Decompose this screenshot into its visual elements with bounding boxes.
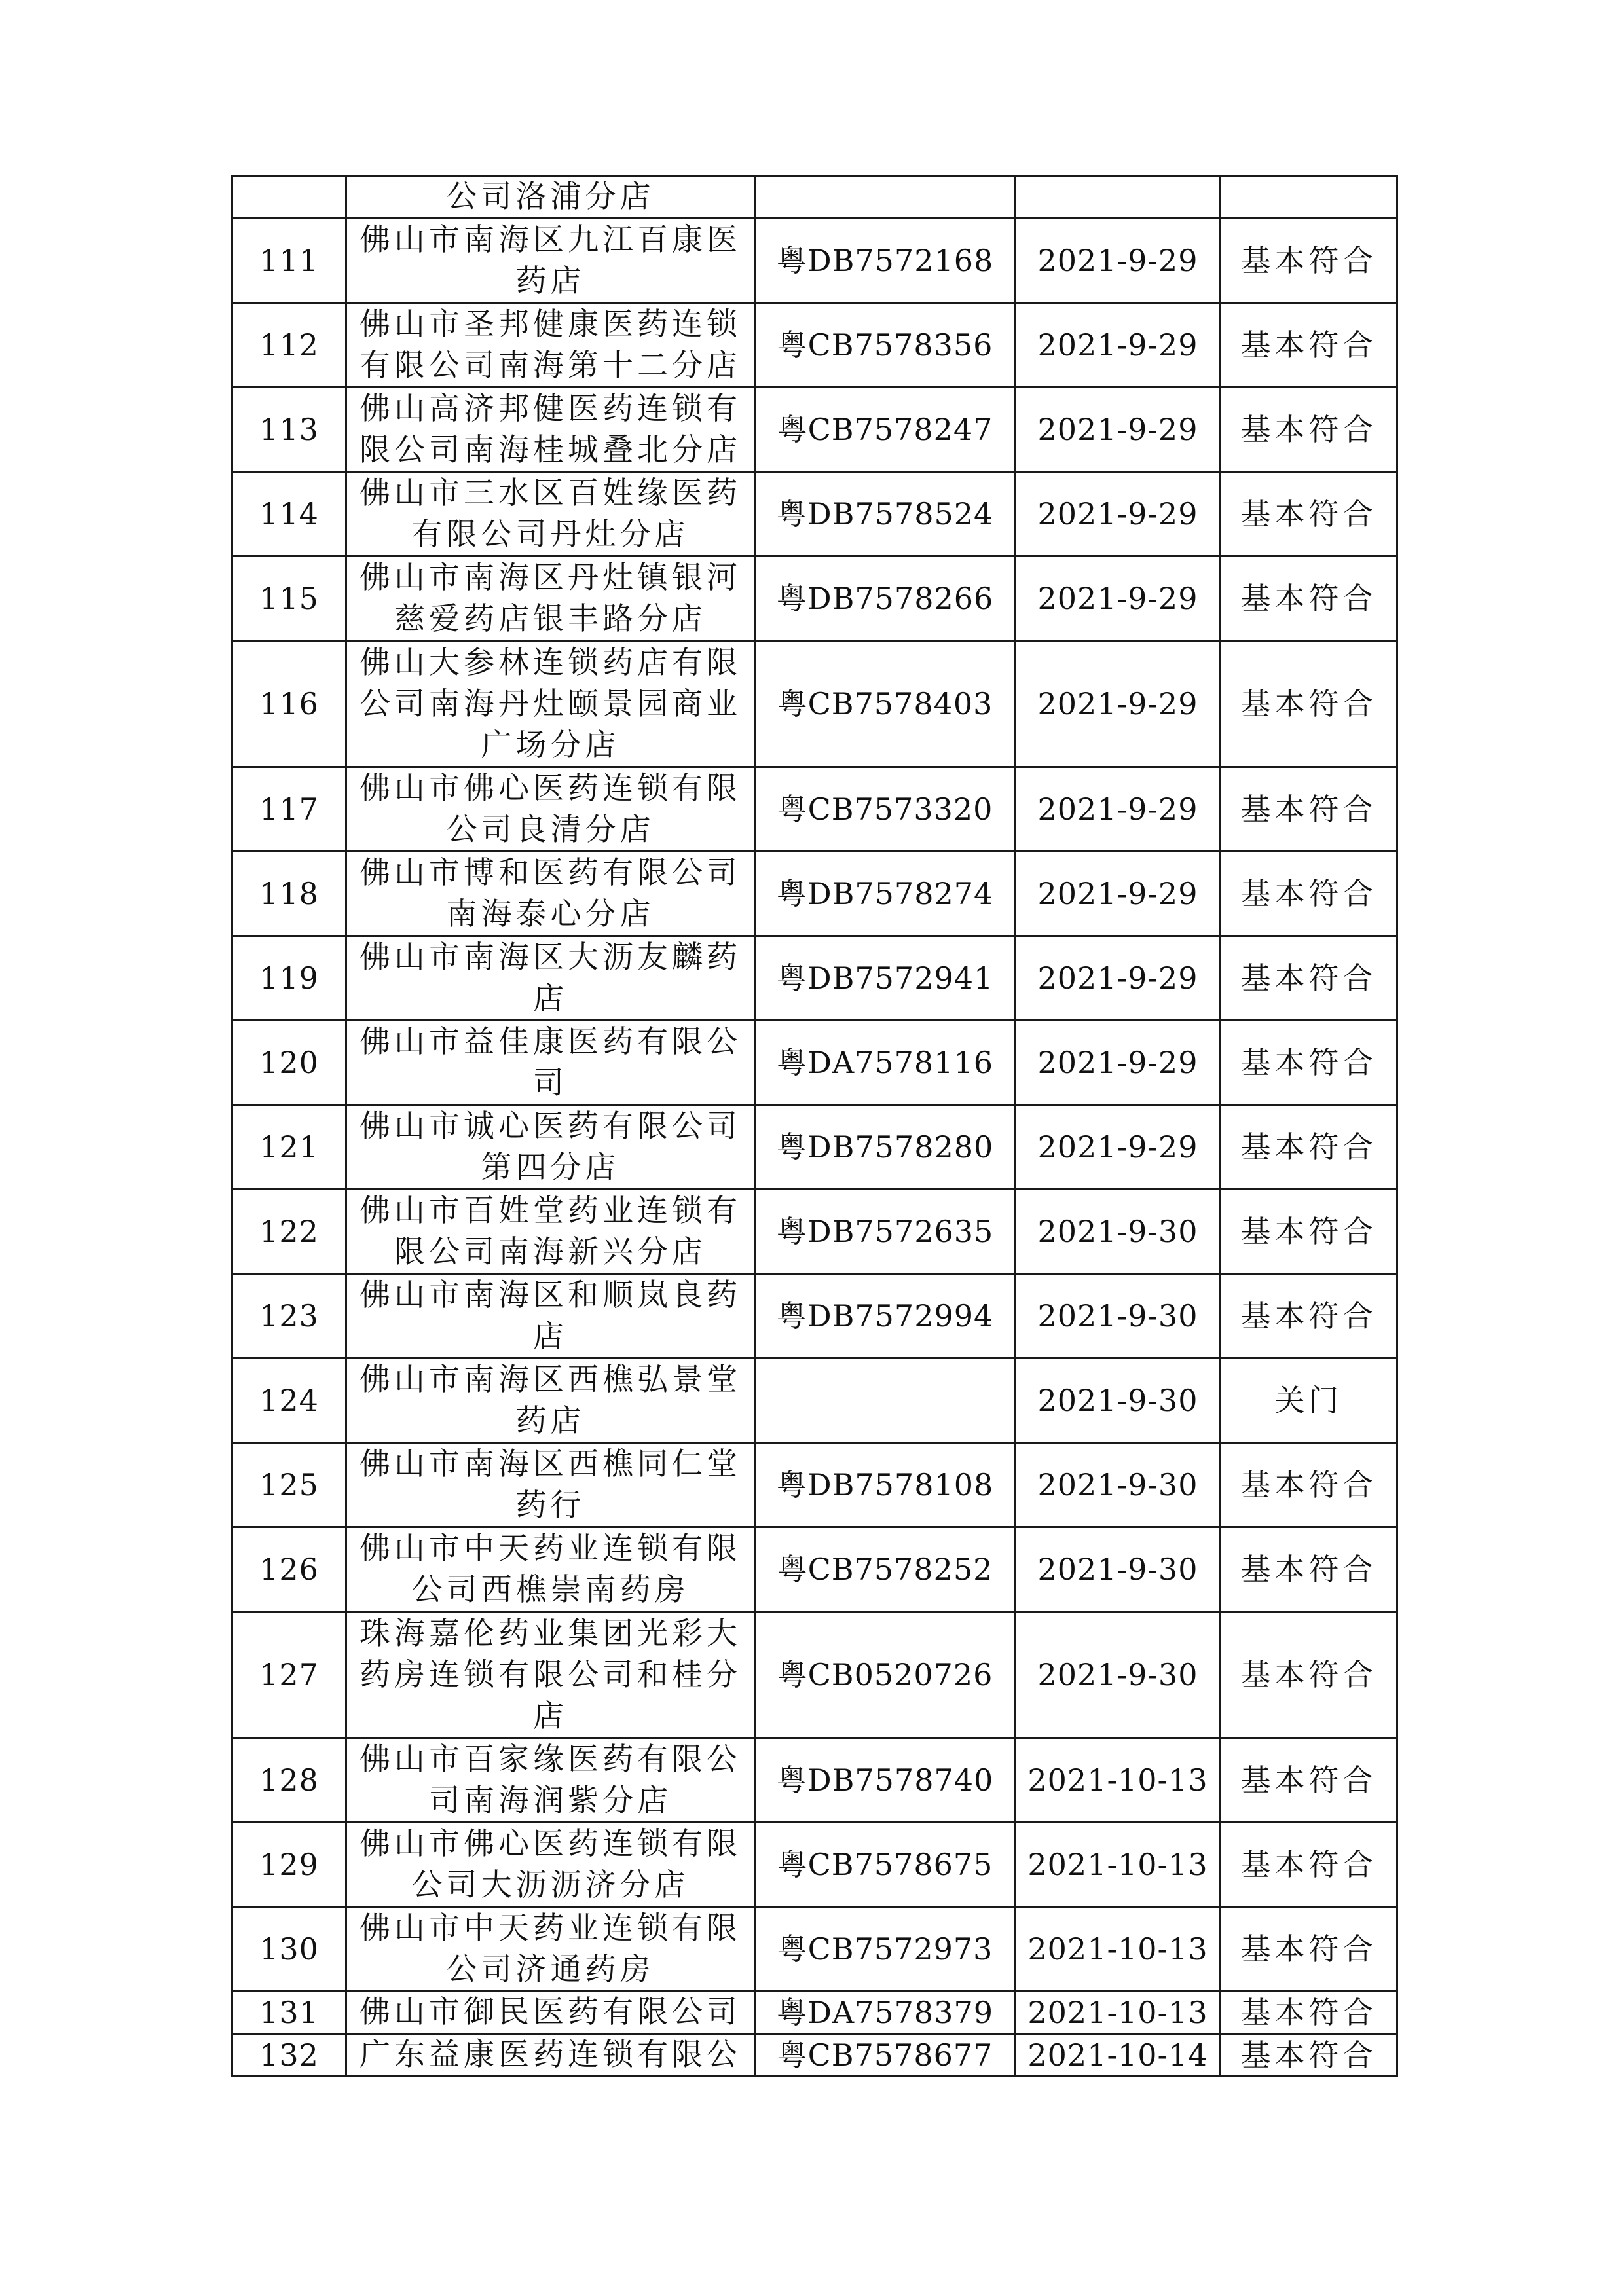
inspection-result: 关门 xyxy=(1221,1358,1397,1443)
inspection-date: 2021-10-13 xyxy=(1016,1992,1221,2034)
table-row xyxy=(232,641,1397,767)
row-number: 115 xyxy=(232,556,346,641)
inspection-result: 基本符合 xyxy=(1221,556,1397,641)
table-row xyxy=(232,936,1397,1021)
license-number: 粤CB7572973 xyxy=(755,1907,1016,1992)
row-number: 119 xyxy=(232,936,346,1021)
pharmacy-name: 佛山市百姓堂药业连锁有限公司南海新兴分店 xyxy=(346,1190,755,1274)
pharmacy-name: 佛山大参林连锁药店有限公司南海丹灶颐景园商业广场分店 xyxy=(346,641,755,767)
inspection-date: 2021-9-29 xyxy=(1016,641,1221,767)
inspection-result: 基本符合 xyxy=(1221,936,1397,1021)
pharmacy-name: 佛山市南海区九江百康医药店 xyxy=(346,219,755,303)
row-number xyxy=(232,176,346,219)
table-row xyxy=(232,219,1397,303)
inspection-date xyxy=(1016,176,1221,219)
row-number: 129 xyxy=(232,1823,346,1907)
pharmacy-name: 珠海嘉伦药业集团光彩大药房连锁有限公司和桂分店 xyxy=(346,1612,755,1738)
license-number: 粤DA7578116 xyxy=(755,1021,1016,1105)
table-row xyxy=(232,303,1397,388)
inspection-result xyxy=(1221,176,1397,219)
table-row xyxy=(232,176,1397,219)
table-row xyxy=(232,388,1397,472)
inspection-date: 2021-10-13 xyxy=(1016,1907,1221,1992)
inspection-result: 基本符合 xyxy=(1221,1612,1397,1738)
table-row xyxy=(232,1527,1397,1612)
inspection-result: 基本符合 xyxy=(1221,472,1397,556)
inspection-result: 基本符合 xyxy=(1221,1190,1397,1274)
row-number: 124 xyxy=(232,1358,346,1443)
license-number: 粤CB7578677 xyxy=(755,2034,1016,2077)
row-number: 132 xyxy=(232,2034,346,2077)
row-number: 120 xyxy=(232,1021,346,1105)
license-number: 粤DB7572941 xyxy=(755,936,1016,1021)
license-number: 粤CB7578403 xyxy=(755,641,1016,767)
inspection-date: 2021-9-29 xyxy=(1016,556,1221,641)
license-number xyxy=(755,1358,1016,1443)
inspection-date: 2021-9-30 xyxy=(1016,1358,1221,1443)
table-row xyxy=(232,1274,1397,1358)
pharmacy-name: 佛山市南海区丹灶镇银河慈爱药店银丰路分店 xyxy=(346,556,755,641)
inspection-results-sheet xyxy=(231,175,1396,2077)
inspection-result: 基本符合 xyxy=(1221,1907,1397,1992)
license-number: 粤CB7573320 xyxy=(755,767,1016,852)
table-body xyxy=(232,176,1397,2077)
pharmacy-name: 广东益康医药连锁有限公 xyxy=(346,2034,755,2077)
row-number: 118 xyxy=(232,852,346,936)
inspection-date: 2021-9-29 xyxy=(1016,936,1221,1021)
inspection-date: 2021-9-29 xyxy=(1016,1021,1221,1105)
table-row xyxy=(232,472,1397,556)
row-number: 121 xyxy=(232,1105,346,1190)
inspection-date: 2021-9-29 xyxy=(1016,1105,1221,1190)
inspection-result: 基本符合 xyxy=(1221,1443,1397,1527)
table-row xyxy=(232,1823,1397,1907)
inspection-result: 基本符合 xyxy=(1221,219,1397,303)
inspection-date: 2021-9-29 xyxy=(1016,303,1221,388)
license-number: 粤DB7578524 xyxy=(755,472,1016,556)
table-row xyxy=(232,1738,1397,1823)
table-row xyxy=(232,1190,1397,1274)
inspection-result: 基本符合 xyxy=(1221,1021,1397,1105)
table-row xyxy=(232,1105,1397,1190)
table-row xyxy=(232,2034,1397,2077)
row-number: 123 xyxy=(232,1274,346,1358)
license-number: 粤DB7578108 xyxy=(755,1443,1016,1527)
pharmacy-name: 佛山市南海区和顺岚良药店 xyxy=(346,1274,755,1358)
license-number: 粤DB7578740 xyxy=(755,1738,1016,1823)
pharmacy-name: 佛山市中天药业连锁有限公司济通药房 xyxy=(346,1907,755,1992)
row-number: 116 xyxy=(232,641,346,767)
inspection-result: 基本符合 xyxy=(1221,767,1397,852)
inspection-date: 2021-10-13 xyxy=(1016,1823,1221,1907)
table-row xyxy=(232,1358,1397,1443)
pharmacy-name: 佛山高济邦健医药连锁有限公司南海桂城叠北分店 xyxy=(346,388,755,472)
inspection-result: 基本符合 xyxy=(1221,2034,1397,2077)
inspection-result: 基本符合 xyxy=(1221,388,1397,472)
row-number: 130 xyxy=(232,1907,346,1992)
row-number: 122 xyxy=(232,1190,346,1274)
inspection-date: 2021-9-30 xyxy=(1016,1612,1221,1738)
row-number: 128 xyxy=(232,1738,346,1823)
pharmacy-name: 佛山市中天药业连锁有限公司西樵崇南药房 xyxy=(346,1527,755,1612)
table-row xyxy=(232,1612,1397,1738)
license-number: 粤CB7578675 xyxy=(755,1823,1016,1907)
table-row xyxy=(232,767,1397,852)
inspection-date: 2021-9-29 xyxy=(1016,472,1221,556)
license-number: 粤CB0520726 xyxy=(755,1612,1016,1738)
license-number: 粤DB7578266 xyxy=(755,556,1016,641)
table-row xyxy=(232,556,1397,641)
pharmacy-name: 佛山市御民医药有限公司 xyxy=(346,1992,755,2034)
inspection-result: 基本符合 xyxy=(1221,1823,1397,1907)
pharmacy-name: 佛山市诚心医药有限公司第四分店 xyxy=(346,1105,755,1190)
row-number: 111 xyxy=(232,219,346,303)
pharmacy-name: 佛山市圣邦健康医药连锁有限公司南海第十二分店 xyxy=(346,303,755,388)
license-number: 粤DB7572635 xyxy=(755,1190,1016,1274)
pharmacy-name: 佛山市佛心医药连锁有限公司良清分店 xyxy=(346,767,755,852)
inspection-date: 2021-9-30 xyxy=(1016,1190,1221,1274)
license-number: 粤DA7578379 xyxy=(755,1992,1016,2034)
row-number: 126 xyxy=(232,1527,346,1612)
pharmacy-name: 佛山市百家缘医药有限公司南海润紫分店 xyxy=(346,1738,755,1823)
license-number: 粤CB7578252 xyxy=(755,1527,1016,1612)
pharmacy-name: 佛山市南海区西樵同仁堂药行 xyxy=(346,1443,755,1527)
table-row xyxy=(232,1443,1397,1527)
pharmacy-name: 佛山市佛心医药连锁有限公司大沥沥济分店 xyxy=(346,1823,755,1907)
inspection-result: 基本符合 xyxy=(1221,641,1397,767)
license-number xyxy=(755,176,1016,219)
table-row xyxy=(232,852,1397,936)
inspection-result: 基本符合 xyxy=(1221,852,1397,936)
row-number: 131 xyxy=(232,1992,346,2034)
license-number: 粤DB7572168 xyxy=(755,219,1016,303)
inspection-date: 2021-9-30 xyxy=(1016,1274,1221,1358)
inspection-date: 2021-9-29 xyxy=(1016,852,1221,936)
inspection-result: 基本符合 xyxy=(1221,1274,1397,1358)
pharmacy-name: 佛山市南海区西樵弘景堂药店 xyxy=(346,1358,755,1443)
pharmacy-inspection-table xyxy=(231,175,1398,2077)
row-number: 117 xyxy=(232,767,346,852)
pharmacy-name: 佛山市博和医药有限公司南海泰心分店 xyxy=(346,852,755,936)
inspection-date: 2021-9-29 xyxy=(1016,767,1221,852)
inspection-result: 基本符合 xyxy=(1221,1992,1397,2034)
pharmacy-name: 佛山市南海区大沥友麟药店 xyxy=(346,936,755,1021)
inspection-result: 基本符合 xyxy=(1221,1738,1397,1823)
row-number: 127 xyxy=(232,1612,346,1738)
license-number: 粤CB7578356 xyxy=(755,303,1016,388)
table-row xyxy=(232,1907,1397,1992)
table-row xyxy=(232,1992,1397,2034)
pharmacy-name: 佛山市益佳康医药有限公司 xyxy=(346,1021,755,1105)
inspection-date: 2021-9-30 xyxy=(1016,1527,1221,1612)
table-row xyxy=(232,1021,1397,1105)
inspection-date: 2021-9-29 xyxy=(1016,219,1221,303)
inspection-date: 2021-9-30 xyxy=(1016,1443,1221,1527)
inspection-date: 2021-10-13 xyxy=(1016,1738,1221,1823)
license-number: 粤CB7578247 xyxy=(755,388,1016,472)
inspection-date: 2021-10-14 xyxy=(1016,2034,1221,2077)
row-number: 112 xyxy=(232,303,346,388)
row-number: 113 xyxy=(232,388,346,472)
inspection-result: 基本符合 xyxy=(1221,1527,1397,1612)
license-number: 粤DB7578274 xyxy=(755,852,1016,936)
pharmacy-name: 佛山市三水区百姓缘医药有限公司丹灶分店 xyxy=(346,472,755,556)
inspection-date: 2021-9-29 xyxy=(1016,388,1221,472)
row-number: 114 xyxy=(232,472,346,556)
row-number: 125 xyxy=(232,1443,346,1527)
license-number: 粤DB7578280 xyxy=(755,1105,1016,1190)
inspection-result: 基本符合 xyxy=(1221,303,1397,388)
license-number: 粤DB7572994 xyxy=(755,1274,1016,1358)
inspection-result: 基本符合 xyxy=(1221,1105,1397,1190)
pharmacy-name: 公司洛浦分店 xyxy=(346,176,755,219)
